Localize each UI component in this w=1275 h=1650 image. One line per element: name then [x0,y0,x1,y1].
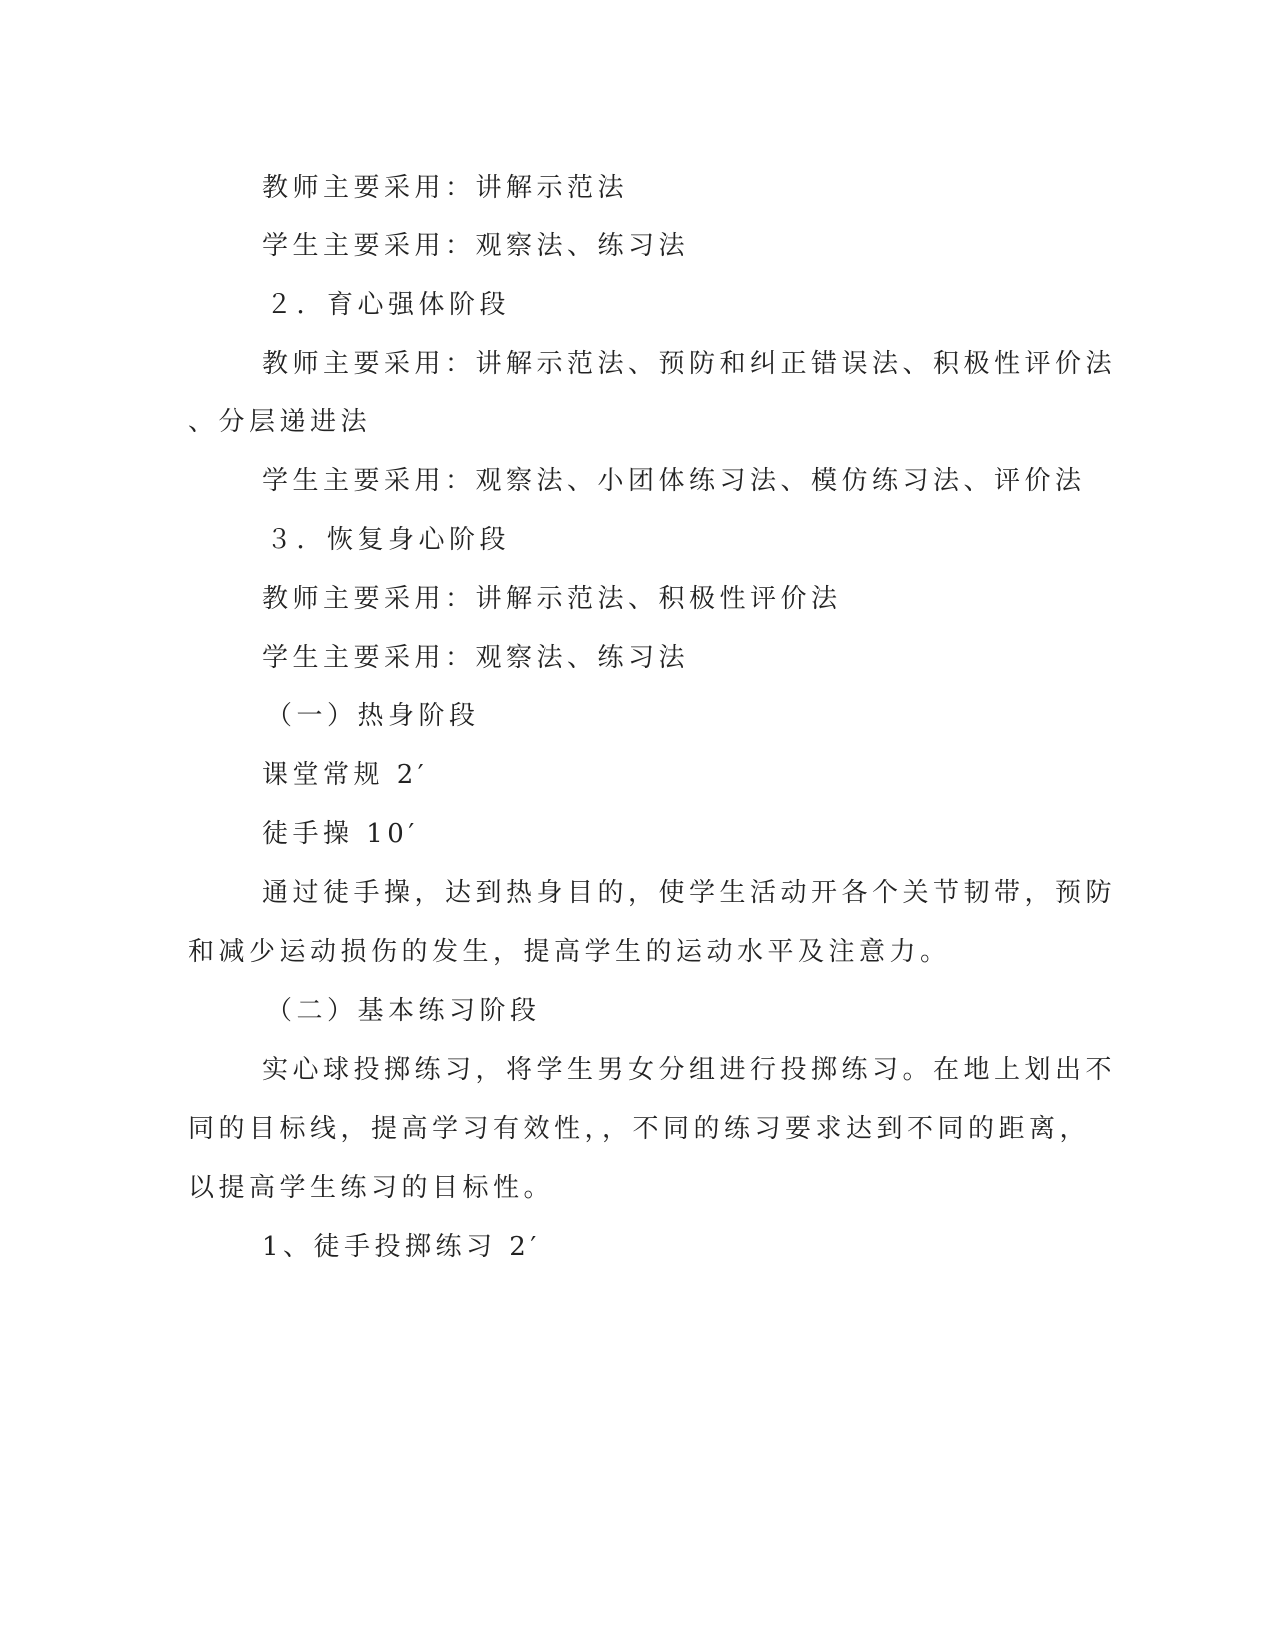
basic-paragraph-line-1: 实心球投掷练习，将学生男女分组进行投掷练习。在地上划出不 [262,1055,1117,1085]
teacher-method-warmup: 教师主要采用：讲解示范法 [262,173,629,203]
phase-heading-warmup: （一）热身阶段 [266,701,480,731]
teacher-method-main-cont: 、分层递进法 [188,407,372,437]
basic-paragraph-line-2: 同的目标线，提高学习有效性，，不同的练习要求达到不同的距离， [188,1114,1091,1144]
section-heading-2: ２．育心强体阶段 [266,290,511,320]
class-routine: 课堂常规 2′ [262,760,429,790]
section-heading-3: ３．恢复身心阶段 [266,525,511,555]
warmup-paragraph-line-1: 通过徒手操，达到热身目的，使学生活动开各个关节韧带，预防 [262,878,1117,908]
warmup-paragraph-line-2: 和减少运动损伤的发生，提高学生的运动水平及注意力。 [188,937,951,967]
teacher-method-recovery: 教师主要采用：讲解示范法、积极性评价法 [262,584,842,614]
student-method-recovery: 学生主要采用：观察法、练习法 [262,643,690,673]
freehand-exercise: 徒手操 10′ [262,819,419,849]
student-method-main: 学生主要采用：观察法、小团体练习法、模仿练习法、评价法 [262,466,1086,496]
student-method-warmup: 学生主要采用：观察法、练习法 [262,231,690,261]
freehand-throw-practice: 1、徒手投掷练习 2′ [262,1232,541,1262]
basic-paragraph-line-3: 以提高学生练习的目标性。 [188,1173,555,1203]
phase-heading-basic: （二）基本练习阶段 [266,996,541,1026]
teacher-method-main: 教师主要采用：讲解示范法、预防和纠正错误法、积极性评价法 [262,349,1117,379]
